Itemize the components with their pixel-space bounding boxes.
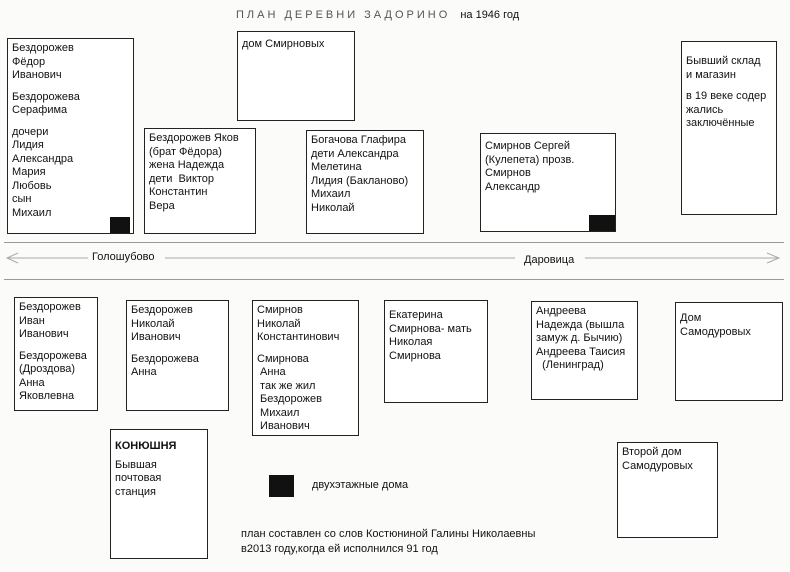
- house-text-line: Богачова Глафира: [311, 134, 407, 146]
- house-text-line: Дом: [680, 312, 702, 324]
- two-storey-marker: [589, 215, 615, 231]
- house-text-line: Лидия: [12, 139, 44, 151]
- map-title-text: ПЛАН ДЕРЕВНИ ЗАДОРИНО: [236, 9, 451, 21]
- house-text: [19, 301, 93, 404]
- house-text-line: Андреева Таисия: [536, 345, 626, 358]
- house-text-line: (Ленинград): [536, 359, 604, 371]
- house-text-line: Бездорожева: [12, 90, 80, 103]
- source-note-line: план составлен со слов Костюниной Галины Николаевны: [241, 528, 536, 540]
- house-text-line: Николай: [257, 317, 301, 330]
- two-storey-marker: [110, 217, 130, 233]
- road-line-lower: [4, 279, 784, 280]
- house-text-line: Мелетина: [311, 161, 362, 173]
- house-text-line: Вера: [149, 199, 175, 212]
- house-text-line: Иванович: [131, 331, 181, 343]
- house-text-line: заключённые: [686, 117, 755, 129]
- stable-former-post-station: [110, 429, 208, 559]
- house-text-line: Смирнов: [485, 167, 531, 179]
- house-text: [257, 304, 354, 434]
- house-text: [131, 304, 224, 380]
- house-text-line: дом Смирновых: [242, 38, 325, 50]
- line-gap: [12, 83, 129, 91]
- house-text-line: Николай: [131, 317, 175, 330]
- house-text-line: Бездорожева: [131, 352, 199, 365]
- house-bezdorozhev-yakov: [144, 128, 256, 234]
- house-text: [389, 309, 483, 363]
- map-title: [236, 9, 519, 21]
- house-text-line: Анна: [19, 376, 45, 389]
- house-text-line: дети Александра: [311, 147, 399, 160]
- house-text-line: Николай: [311, 201, 355, 214]
- house-text-line: Иванович: [19, 328, 69, 340]
- house-text-line: Иван: [19, 314, 45, 327]
- line-gap: [257, 345, 354, 353]
- house-text-line: Надежда (вышла: [536, 318, 625, 331]
- house-text-line: Любовь: [12, 179, 52, 192]
- road-line: [4, 242, 784, 243]
- house-smirnov-nikolai: [252, 300, 359, 436]
- house-text-line: Иванович: [12, 69, 62, 81]
- road-label-left: Голошубово: [92, 251, 155, 263]
- source-note: [241, 527, 535, 557]
- house-bogachova: [306, 130, 424, 234]
- house-smirnov-sergei: [480, 133, 616, 232]
- house-text-line: дочери: [12, 125, 49, 138]
- house-text-line: Бездорожев: [12, 42, 74, 54]
- house-smirnovykh: [237, 31, 355, 121]
- house-text-line: Смирнова- мать: [389, 322, 472, 335]
- house-text-line: (Дроздова): [19, 363, 76, 375]
- house-samodurovykh: [675, 302, 783, 401]
- house-text-line: Второй дом: [622, 446, 682, 458]
- house-text-line: Екатерина: [389, 309, 443, 321]
- house-text: [115, 459, 203, 500]
- house-text-line: (Кулепета) прозв.: [485, 153, 575, 166]
- house-text-line: Бездорожев Яков: [149, 132, 239, 144]
- house-text-line: Анна: [257, 366, 286, 378]
- house-samodurovykh-second: [617, 442, 718, 538]
- house-text-line: Михаил: [12, 206, 52, 219]
- house-bezdorozhev-ivan: [14, 297, 98, 411]
- house-text-line: в 19 веке содер: [686, 90, 767, 102]
- map-year: на 1946 год: [460, 9, 520, 21]
- house-text-line: Михаил: [311, 188, 351, 200]
- house-text: [149, 132, 251, 213]
- house-text-line: Смирнов: [257, 304, 303, 316]
- house-text-line: Бывший склад: [686, 55, 761, 67]
- house-text-line: жена Надежда: [149, 159, 225, 171]
- house-text-line: и магазин: [686, 68, 736, 81]
- house-andreeva: [531, 301, 638, 400]
- house-text-line: жались: [686, 103, 724, 116]
- house-text-line: Самодуровых: [680, 325, 751, 338]
- house-text: [485, 140, 611, 194]
- house-text-line: Самодуровых: [622, 459, 693, 472]
- house-text: [242, 38, 350, 52]
- house-text: [686, 55, 772, 131]
- former-warehouse-store: [681, 41, 777, 215]
- house-text-line: дети Виктор: [149, 172, 215, 185]
- house-text-line: Яковлевна: [19, 390, 75, 402]
- house-text-line: Фёдор: [12, 55, 46, 68]
- house-text: [311, 134, 419, 215]
- line-gap: [131, 345, 224, 353]
- house-text: [12, 42, 129, 220]
- stable-heading: КОНЮШНЯ: [115, 440, 177, 452]
- house-text-line: Анна: [131, 366, 157, 378]
- house-text-line: Николая: [389, 336, 433, 348]
- house-text-line: Бездорожев: [19, 301, 81, 313]
- house-text-line: так же жил: [257, 379, 316, 392]
- house-text-line: Бездорожев: [131, 304, 193, 316]
- house-text: [536, 305, 633, 373]
- house-text-line: Бывшая: [115, 458, 157, 471]
- house-text-line: Андреева: [536, 305, 587, 317]
- house-text-line: Лидия (Бакланово): [311, 174, 409, 187]
- legend-label: двухэтажные дома: [312, 479, 409, 491]
- house-text-line: Смирнов Сергей: [485, 140, 571, 152]
- house-text-line: Константинович: [257, 331, 340, 343]
- house-text-line: Бездорожев: [257, 393, 322, 405]
- house-text-line: Константин: [149, 186, 208, 198]
- house-text-line: Мария: [12, 166, 46, 178]
- source-note-line: в2013 году,когда ей исполнился 91 год: [241, 543, 438, 555]
- house-text-line: Бездорожева: [19, 349, 87, 362]
- house-text-line: Серафима: [12, 104, 68, 116]
- house-text-line: (брат Фёдора): [149, 145, 222, 158]
- house-bezdorozhev-nikolai: [126, 300, 229, 411]
- line-gap: [12, 118, 129, 126]
- legend-swatch: [269, 475, 294, 497]
- house-bezdorozhev-fedor: [7, 38, 134, 234]
- road-label-right: Даровица: [524, 254, 575, 266]
- house-text: [622, 446, 713, 473]
- house-text-line: сын: [12, 193, 32, 205]
- line-gap: [19, 342, 93, 350]
- house-text-line: Иванович: [257, 420, 310, 432]
- house-text-line: Александра: [12, 152, 74, 165]
- house-text-line: почтовая: [115, 472, 162, 484]
- house-text-line: Смирнова: [389, 349, 441, 362]
- house-text-line: Александр: [485, 180, 541, 193]
- house-text-line: станция: [115, 485, 157, 498]
- house-text: [680, 312, 778, 339]
- house-text-line: Михаил: [257, 406, 300, 419]
- house-text-line: замуж д. Бычию): [536, 332, 623, 344]
- house-text-line: Смирнова: [257, 352, 309, 365]
- house-smirnova-ekaterina: [384, 300, 488, 403]
- line-gap: [686, 82, 772, 90]
